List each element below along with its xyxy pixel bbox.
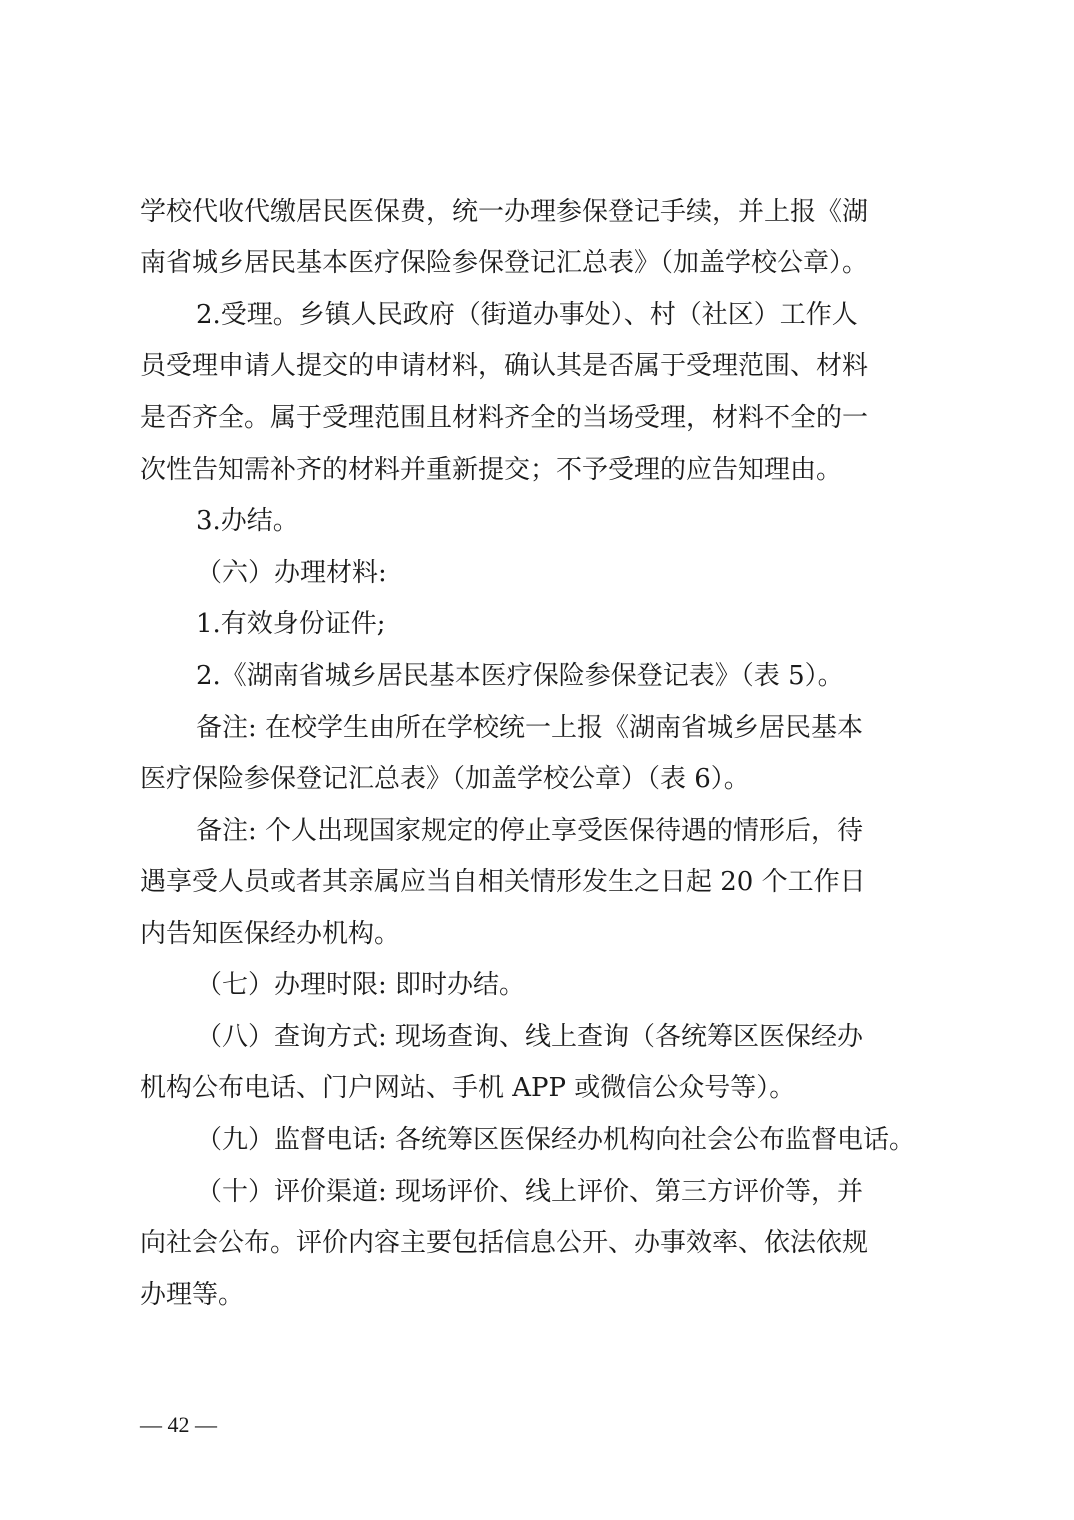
- body-line-15: 内告知医保经办机构。: [140, 919, 401, 949]
- body-line-10: 2.《湖南省城乡居民基本医疗保险参保登记表》（表 5）。: [196, 661, 844, 691]
- body-line-13: 备注: 个人出现国家规定的停止享受医保待遇的情形后，待: [196, 816, 864, 846]
- body-line-12: 医疗保险参保登记汇总表》（加盖学校公章）（表 6）。: [140, 764, 750, 794]
- body-line-1: 学校代收代缴居民医保费，统一办理参保登记手续，并上报《湖: [140, 197, 869, 227]
- body-line-3: 2.受理。乡镇人民政府（街道办事处）、村（社区）工作人: [196, 300, 858, 330]
- body-line-18: 机构公布电话、门户网站、手机 APP 或微信公众号等）。: [140, 1073, 796, 1103]
- body-line-20: （十）评价渠道: 现场评价、线上评价、第三方评价等，并: [196, 1177, 864, 1207]
- body-line-19: （九）监督电话: 各统筹区医保经办机构向社会公布监督电话。: [196, 1125, 916, 1155]
- body-line-2: 南省城乡居民基本医疗保险参保登记汇总表》（加盖学校公章）。: [140, 248, 869, 278]
- body-line-5: 是否齐全。属于受理范围且材料齐全的当场受理，材料不全的一: [140, 403, 869, 433]
- body-line-4: 员受理申请人提交的申请材料，确认其是否属于受理范围、材料: [140, 351, 869, 381]
- body-line-21: 向社会公布。评价内容主要包括信息公开、办事效率、依法依规: [140, 1228, 869, 1258]
- body-line-8: （六）办理材料:: [196, 558, 387, 588]
- body-line-11: 备注: 在校学生由所在学校统一上报《湖南省城乡居民基本: [196, 713, 864, 743]
- body-line-16: （七）办理时限: 即时办结。: [196, 970, 526, 1000]
- body-line-14: 遇享受人员或者其亲属应当自相关情形发生之日起 20 个工作日: [140, 867, 866, 897]
- page-number: — 42 —: [140, 1412, 217, 1437]
- body-line-22: 办理等。: [140, 1280, 245, 1310]
- body-line-9: 1.有效身份证件;: [196, 609, 386, 639]
- body-line-7: 3.办结。: [196, 506, 299, 536]
- body-line-6: 次性告知需补齐的材料并重新提交；不予受理的应告知理由。: [140, 455, 843, 485]
- body-line-17: （八）查询方式: 现场查询、线上查询（各统筹区医保经办: [196, 1022, 864, 1052]
